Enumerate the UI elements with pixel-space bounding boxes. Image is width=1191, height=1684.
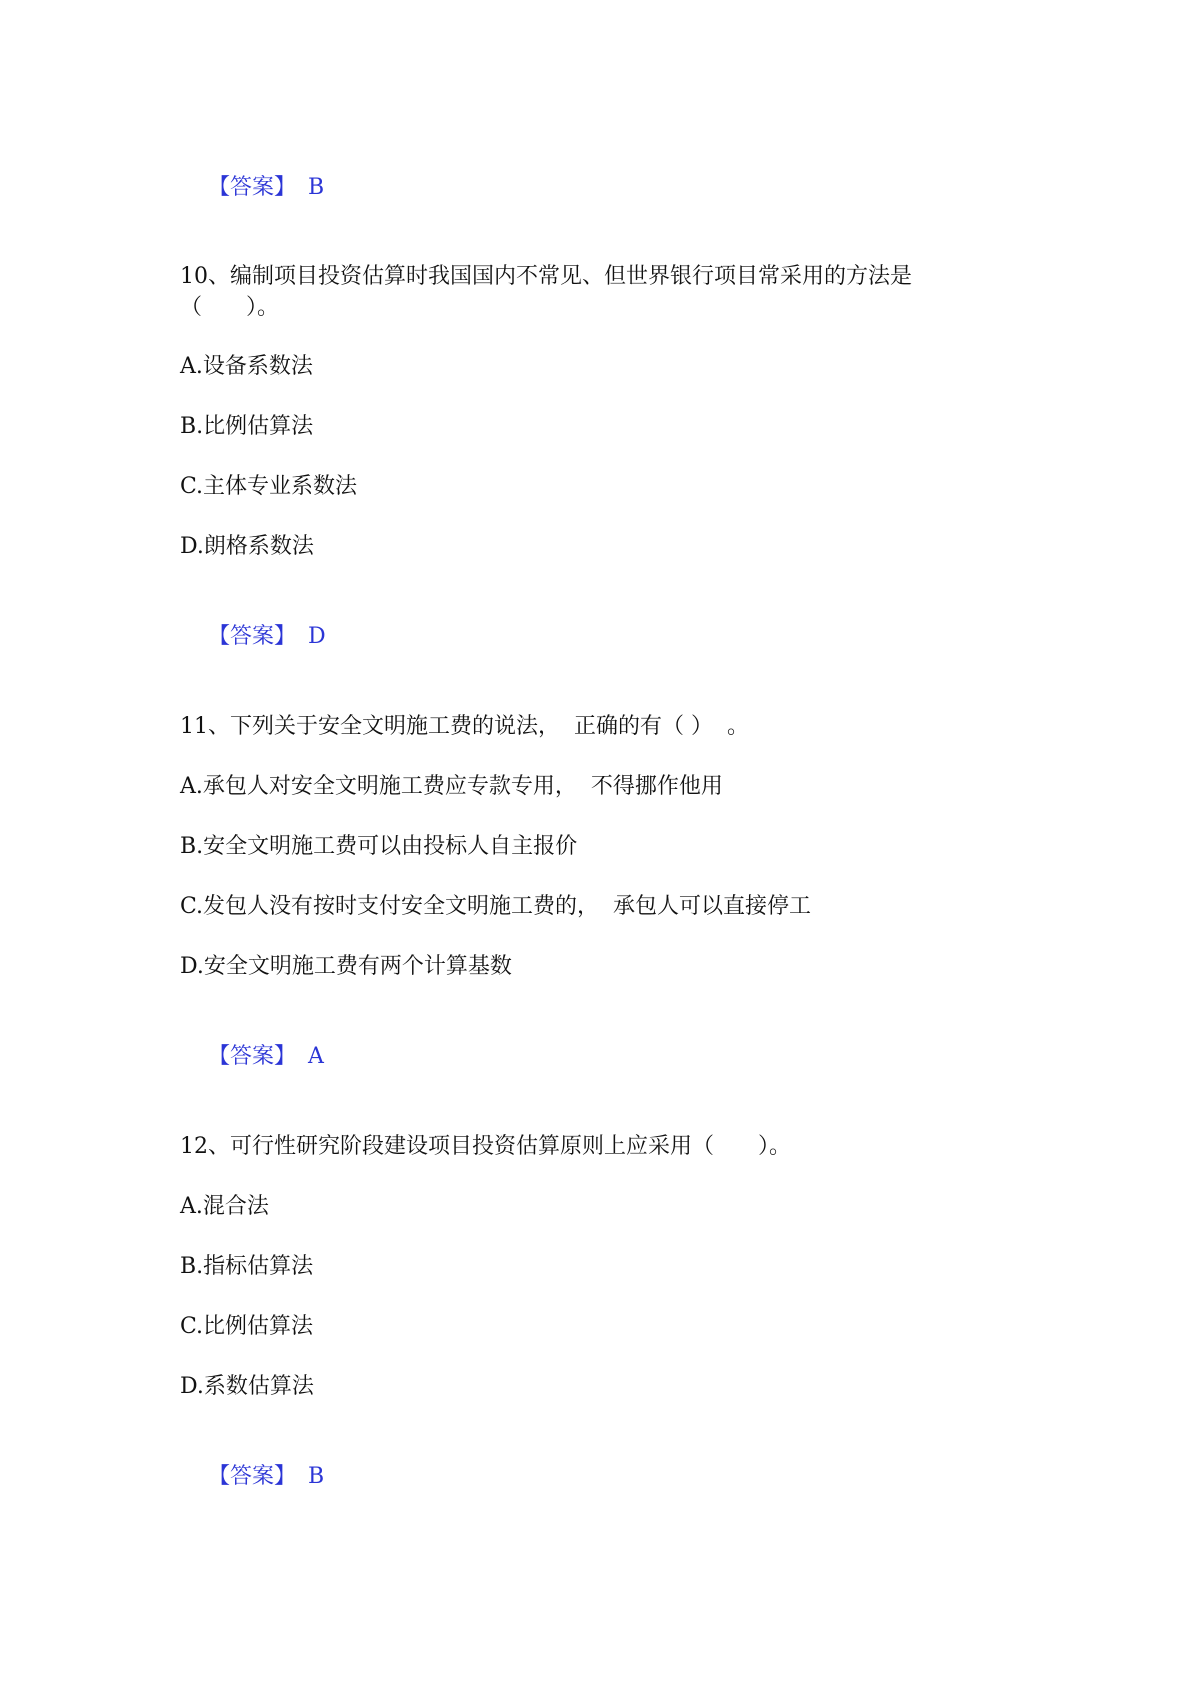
answer-line	[180, 1012, 324, 1102]
option-c: C.发包人没有按时支付安全文明施工费的， 承包人可以直接停工	[180, 894, 812, 919]
option-d: D.安全文明施工费有两个计算基数	[180, 954, 512, 979]
answer-label: 【答案】	[207, 1464, 296, 1489]
answer-value: A	[308, 1044, 324, 1069]
answer-value: B	[308, 1464, 325, 1489]
answer-line	[180, 1432, 324, 1522]
question-12-text: 12、可行性研究阶段建设项目投资估算原则上应采用（ ）。	[180, 1134, 791, 1159]
option-b: B.安全文明施工费可以由投标人自主报价	[180, 834, 578, 859]
option-d: D.朗格系数法	[180, 534, 314, 559]
option-a: A.承包人对安全文明施工费应专款专用， 不得挪作他用	[180, 774, 723, 799]
option-a: A.混合法	[180, 1194, 269, 1219]
option-b: B.比例估算法	[180, 414, 314, 439]
answer-label: 【答案】	[207, 624, 296, 649]
option-c: C.比例估算法	[180, 1314, 314, 1339]
question-10-blank: （ ）。	[180, 295, 280, 320]
answer-label: 【答案】	[207, 175, 296, 200]
option-d: D.系数估算法	[180, 1374, 314, 1399]
answer-line	[180, 592, 326, 682]
answer-line	[180, 143, 324, 233]
answer-label: 【答案】	[207, 1044, 296, 1069]
answer-value: B	[308, 175, 325, 200]
answer-value: D	[308, 624, 326, 649]
question-10-text: 10、编制项目投资估算时我国国内不常见、但世界银行项目常采用的方法是	[180, 264, 912, 289]
option-b: B.指标估算法	[180, 1254, 314, 1279]
option-c: C.主体专业系数法	[180, 474, 358, 499]
question-11-text: 11、下列关于安全文明施工费的说法， 正确的有（ ） 。	[180, 714, 749, 739]
option-a: A.设备系数法	[180, 354, 313, 379]
